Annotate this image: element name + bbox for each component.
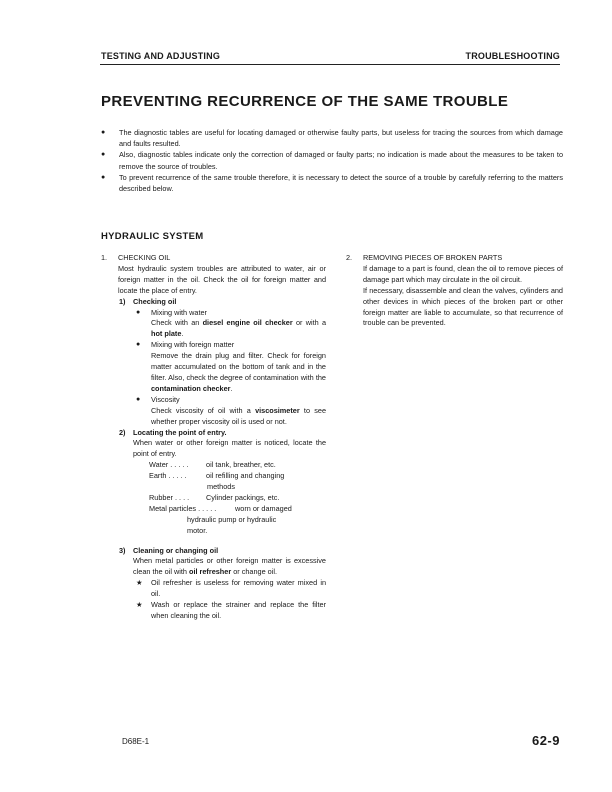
removing-pieces-p2: If necessary, disassemble and clean the valves, cylinders and other devices in which pieces of the broken part or other foreign matter are liable to accumulate, so that recurrence of trouble can be prevented. (363, 285, 563, 328)
table-row (149, 504, 326, 515)
header-rule (100, 64, 560, 65)
subheading-text: Locating the point of entry. (133, 427, 227, 437)
row-key: Earth . . . . . (149, 471, 187, 481)
bullet-title: Mixing with foreign matter (151, 340, 235, 350)
intro-bullet-list (101, 127, 563, 194)
bullet-viscosity (101, 395, 326, 406)
subheading-number: 1) (119, 296, 126, 306)
entry-source-table (149, 460, 326, 536)
term-oil-checker: diesel engine oil checker (202, 318, 293, 328)
bullet-body: Check viscosity of oil with a viscosimeter to see whether proper viscosity oil is used or not. (151, 405, 326, 426)
subheading-text: Checking oil (133, 296, 177, 306)
star-icon: ★ (136, 600, 143, 610)
checking-oil-intro: Most hydraulic system troubles are attributed to water, air or foreign matter in the oil. Check the oil for foreign matter and locate the place of entry. (118, 263, 326, 295)
left-column (101, 253, 326, 622)
heading-text: CHECKING OIL (118, 253, 171, 262)
bullet-mixing-foreign (101, 340, 326, 351)
row-value: oil refilling and changing (206, 471, 285, 481)
bullet-body: Remove the drain plug and filter. Check for foreign matter accumulated on the bottom of tank and in the filter. Also, check the degree of contamination with the contamination checker. (151, 351, 326, 393)
subheading-number: 2) (119, 427, 126, 437)
removing-pieces-heading (346, 253, 563, 264)
removing-pieces-p1: If damage to a part is found, clean the oil to remove pieces of damage part which may circulate in the oil circuit. (363, 263, 563, 284)
page-number: 62-9 (531, 733, 560, 748)
bullet-dot-icon: ● (136, 341, 141, 349)
bullet-dot-icon: ● (136, 395, 141, 403)
heading-number: 2. (346, 253, 353, 262)
row-value: worn or damaged (235, 503, 292, 513)
bullet-title: Viscosity (151, 394, 180, 404)
intro-bullet-2: ● Also, diagnostic tables indicate only the correction of damaged or faulty parts; no indication is made about the measures to be taken to remove the source of troubles. (101, 149, 563, 171)
star-icon: ★ (136, 578, 143, 588)
page-title: PREVENTING RECURRENCE OF THE SAME TROUBLE (101, 93, 509, 110)
table-row (149, 471, 326, 482)
heading-text: REMOVING PIECES OF BROKEN PARTS (363, 253, 503, 262)
bullet-body: Check with an diesel engine oil checker or with a hot plate. (151, 318, 327, 339)
subheading-number: 3) (119, 545, 126, 555)
subheading-text: Cleaning or changing oil (133, 545, 219, 555)
row-value-cont: motor. (187, 525, 208, 535)
note-refresher-water (101, 578, 326, 600)
bullet-mixing-water (101, 308, 326, 319)
bullet-dot-icon: ● (136, 308, 141, 316)
row-value-cont: methods (207, 482, 235, 492)
checking-oil-heading (101, 253, 326, 264)
term-oil-refresher: oil refresher (188, 567, 232, 577)
cleaning-body: When metal particles or other foreign matter is excessive clean the oil with oil refresher or change oil. (133, 556, 326, 577)
note-strainer-filter (101, 600, 326, 622)
header-section-left: TESTING AND ADJUSTING (101, 51, 221, 61)
intro-bullet-1: ● The diagnostic tables are useful for locating damaged or otherwise faulty parts, but useless for tracing the sources from which damage and faults resulted. (101, 127, 563, 149)
subheading-cleaning-oil (101, 546, 326, 557)
intro-bullet-3: ● To prevent recurrence of the same trouble therefore, it is necessary to detect the source of a trouble by carefully referring to the matters described below. (101, 172, 563, 194)
bullet-title: Mixing with water (151, 307, 207, 317)
header-section-right: TROUBLESHOOTING (465, 51, 560, 61)
row-value: oil tank, breather, etc. (206, 460, 276, 470)
heading-number: 1. (101, 253, 108, 262)
term-contamination-checker: contamination checker (151, 383, 231, 393)
section-title: HYDRAULIC SYSTEM (101, 231, 204, 242)
locating-intro: When water or other foreign matter is noticed, locate the point of entry. (133, 438, 326, 459)
footer-model-code: D68E-1 (122, 737, 150, 746)
row-value: Cylinder packings, etc. (206, 492, 280, 502)
row-key: Metal particles . . . . . (149, 503, 217, 513)
row-value-cont: hydraulic pump or hydraulic (187, 514, 277, 524)
row-key: Rubber . . . . (149, 492, 190, 502)
table-row (149, 460, 326, 471)
note-text: Wash or replace the strainer and replace the filter when cleaning the oil. (151, 600, 326, 620)
row-key: Water . . . . . (149, 460, 189, 470)
subheading-checking-oil (101, 297, 326, 308)
subheading-locating-entry (101, 428, 326, 439)
term-hot-plate: hot plate (151, 329, 182, 339)
table-row (149, 493, 326, 504)
term-viscosimeter: viscosimeter (255, 405, 300, 415)
note-text: Oil refresher is useless for removing water mixed in oil. (151, 578, 326, 599)
right-column (346, 253, 563, 329)
